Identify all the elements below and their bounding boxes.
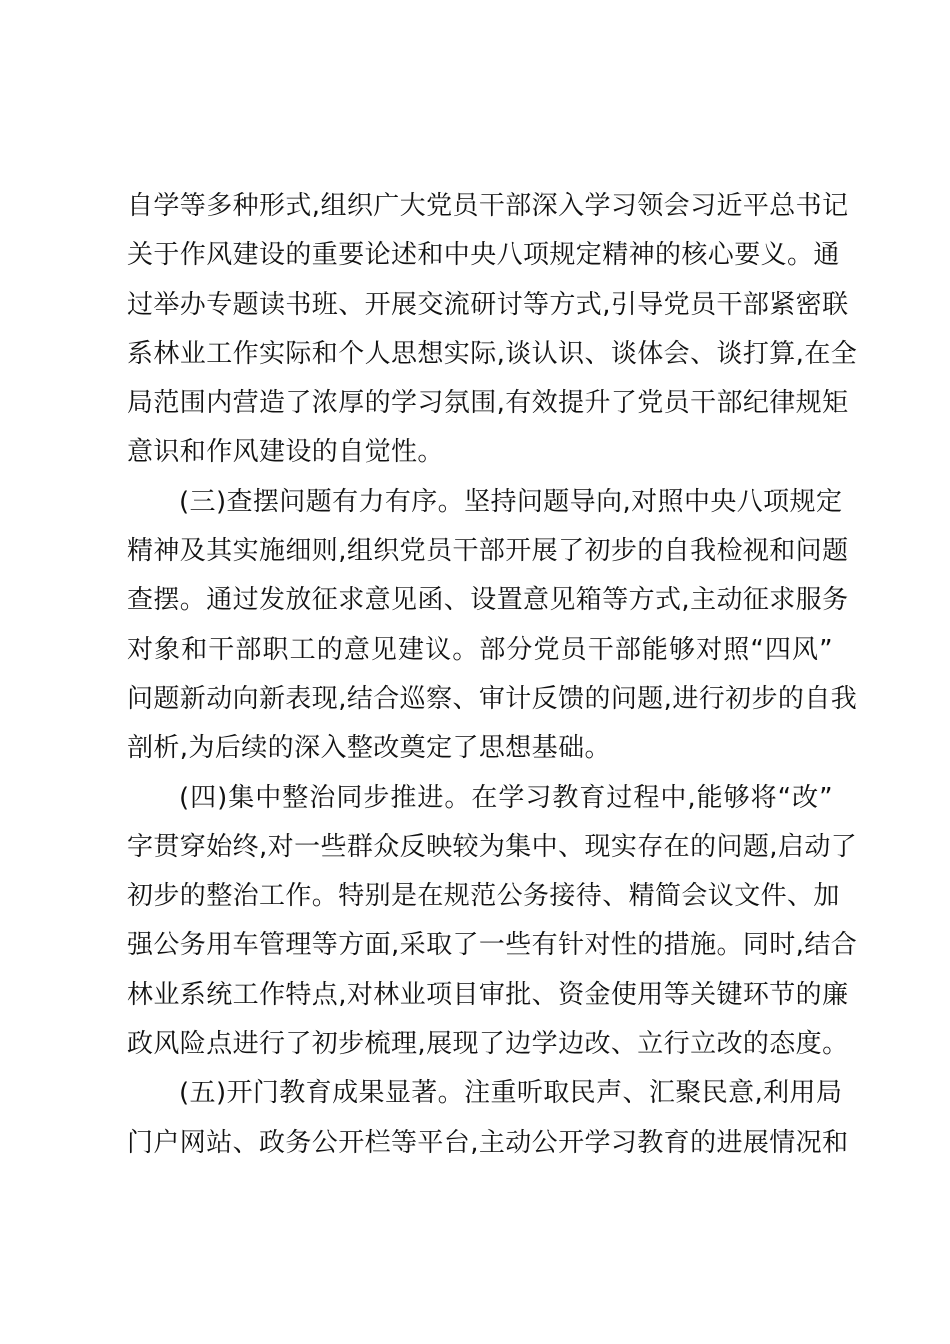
paragraph-four: [127, 774, 858, 1070]
paragraph-heading-line: (五)开门教育成果显著。注重听取民声、汇聚民意,利用局: [179, 1078, 843, 1109]
paragraph-five: [127, 1069, 849, 1168]
text-line: 局范围内营造了浓厚的学习氛围,有效提升了党员干部纪律规矩: [127, 388, 849, 419]
text-line: 问题新动向新表现,结合巡察、审计反馈的问题,进行初步的自我: [127, 683, 858, 714]
text-line: 剖析,为后续的深入整改奠定了思想基础。: [127, 733, 611, 764]
text-line: 查摆。通过发放征求意见函、设置意见箱等方式,主动征求服务: [127, 585, 849, 616]
text-line: 政风险点进行了初步梳理,展现了边学边改、立行立改的态度。: [127, 1029, 849, 1060]
paragraph-heading-line: (三)查摆问题有力有序。坚持问题导向,对照中央八项规定: [179, 486, 843, 517]
text-line: 对象和干部职工的意见建议。部分党员干部能够对照“四风”: [127, 634, 833, 665]
text-line: 关于作风建设的重要论述和中央八项规定精神的核心要义。通: [127, 240, 840, 271]
document-body: [127, 182, 858, 1168]
text-line: 初步的整治工作。特别是在规范公务接待、精简会议文件、加: [127, 881, 840, 912]
text-line: 门户网站、政务公开栏等平台,主动公开学习教育的进展情况和: [127, 1127, 849, 1158]
text-line: 过举办专题读书班、开展交流研讨等方式,引导党员干部紧密联: [127, 289, 849, 320]
paragraph-three: [127, 478, 858, 774]
text-line: 精神及其实施细则,组织党员干部开展了初步的自我检视和问题: [127, 536, 849, 567]
paragraph-continued: [127, 182, 858, 478]
paragraph-heading-line: (四)集中整治同步推进。在学习教育过程中,能够将“改”: [179, 782, 833, 813]
text-line: 字贯穿始终,对一些群众反映较为集中、现实存在的问题,启动了: [127, 831, 858, 862]
text-line: 系林业工作实际和个人思想实际,谈认识、谈体会、谈打算,在全: [127, 338, 858, 369]
text-line: 林业系统工作特点,对林业项目审批、资金使用等关键环节的廉: [127, 979, 849, 1010]
text-line: 自学等多种形式,组织广大党员干部深入学习领会习近平总书记: [127, 191, 849, 221]
text-line: 强公务用车管理等方面,采取了一些有针对性的措施。同时,结合: [127, 930, 858, 961]
text-line: 意识和作风建设的自觉性。: [127, 437, 444, 468]
